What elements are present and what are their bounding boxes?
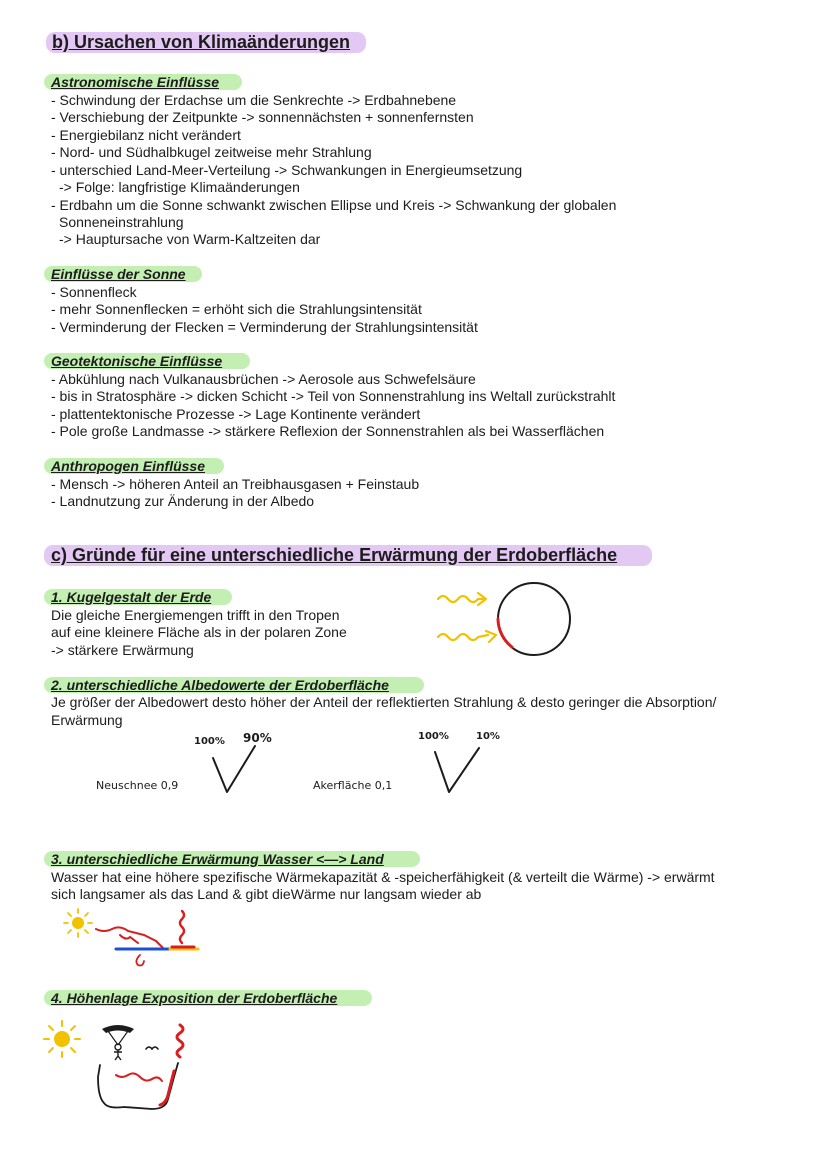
land-heat-wave (180, 911, 184, 943)
kugel-line: auf eine kleinere Fläche als in der polaren Zone (51, 624, 347, 640)
kugel-line: Die gleiche Energiemengen trifft in den Tropen (51, 607, 340, 623)
geo-line: - Pole große Landmasse -> stärkere Reflexion der Sonnenstrahlen als bei Wasserflächen (51, 423, 605, 439)
polar-zone-arc (498, 619, 512, 647)
geo-line: - bis in Stratosphäre -> dicken Schicht -> Teil von Sonnenstrahlung ins Weltall zurückstrahlt (51, 388, 616, 404)
akerflaeche-reflection-v (425, 740, 495, 800)
astro-heading: Astronomische Einflüsse (51, 74, 220, 90)
albedo-heading: 2. unterschiedliche Albedowerte der Erdoberfläche (51, 677, 389, 693)
sonne-line: - Verminderung der Flecken = Verminderung der Strahlungsintensität (51, 319, 478, 335)
anthro-line: - Landnutzung zur Änderung in der Albedo (51, 493, 315, 509)
neuschnee-incoming-value: 100% (194, 736, 225, 747)
geo-heading: Geotektonische Einflüsse (51, 353, 223, 369)
geo-line: - plattentektonische Prozesse -> Lage Kontinente verändert (51, 406, 421, 422)
neuschnee-reflected-value: 90% (243, 731, 272, 745)
earth-sphere-sketch (430, 575, 610, 665)
sunray-arrowhead-bottom (486, 631, 496, 642)
section-b-title: b) Ursachen von Klimaänderungen (52, 32, 351, 52)
astro-line: - Verschiebung der Zeitpunkte -> sonnennächsten + sonnenfernsten (51, 109, 474, 125)
wasser-line: sich langsamer als das Land & gibt dieWärme nur langsam wieder ab (51, 886, 482, 902)
neuschnee-reflection-v (205, 740, 265, 800)
sun-icon (44, 1021, 80, 1057)
astro-line: -> Folge: langfristige Klimaänderungen (59, 179, 300, 195)
water-land-sketch (60, 905, 210, 970)
albedo-line: Je größer der Albedowert desto höher der Anteil der reflektierten Strahlung & desto geringer die Absorption/ (51, 694, 717, 710)
sunray-wave-top (438, 596, 484, 602)
albedo-line: Erwärmung (51, 712, 123, 728)
astro-line: - Schwindung der Erdachse um die Senkrechte -> Erdbahnebene (51, 92, 457, 108)
section-c-title: c) Gründe für eine unterschiedliche Erwärmung der Erdoberfläche (51, 545, 618, 565)
hoehe-heading: 4. Höhenlage Exposition der Erdoberfläche (51, 990, 338, 1006)
astro-line: - unterschied Land-Meer-Verteilung -> Schwankungen in Energieumsetzung (51, 162, 523, 178)
astro-line: - Energiebilanz nicht verändert (51, 127, 241, 143)
akerflaeche-reflected-value: 10% (476, 731, 500, 742)
astro-line: Sonneneinstrahlung (59, 214, 184, 230)
astro-line: -> Hauptursache von Warm-Kaltzeiten dar (59, 231, 321, 247)
sonne-heading: Einflüsse der Sonne (51, 266, 186, 282)
slope-heat-wave (177, 1025, 183, 1057)
akerflaeche-incoming-value: 100% (418, 731, 449, 742)
wasser-heading: 3. unterschiedliche Erwärmung Wasser <—> Land (51, 851, 384, 867)
kugel-line: -> stärkere Erwärmung (51, 642, 194, 658)
neuschnee-label: Neuschnee 0,9 (96, 779, 179, 792)
geo-line: - Abkühlung nach Vulkanausbrüchen -> Aerosole aus Schwefelsäure (51, 371, 476, 387)
paraglider-icon (102, 1025, 134, 1060)
sonne-line: - Sonnenfleck (51, 284, 137, 300)
astro-line: - Nord- und Südhalbkugel zeitweise mehr Strahlung (51, 144, 372, 160)
anthro-line: - Mensch -> höheren Anteil an Treibhausgasen + Feinstaub (51, 476, 420, 492)
akerflaeche-label: Akerfläche 0,1 (313, 779, 393, 792)
mountain-exposure-sketch (40, 1015, 210, 1115)
astro-line: - Erdbahn um die Sonne schwankt zwischen Ellipse und Kreis -> Schwankung der globalen (51, 197, 617, 213)
sun-icon (64, 909, 92, 937)
anthro-heading: Anthropogen Einflüsse (51, 458, 205, 474)
kugel-heading: 1. Kugelgestalt der Erde (51, 589, 212, 605)
bird-icon (146, 1047, 158, 1049)
sonne-line: - mehr Sonnenflecken = erhöht sich die Strahlungsintensität (51, 301, 422, 317)
wasser-line: Wasser hat eine höhere spezifische Wärmekapazität & -speicherfähigkeit (& verteilt die Wärme) -> erwärmt (51, 869, 715, 885)
sunray-wave-bottom (438, 634, 488, 640)
valley-radiation-wave (116, 1073, 162, 1081)
